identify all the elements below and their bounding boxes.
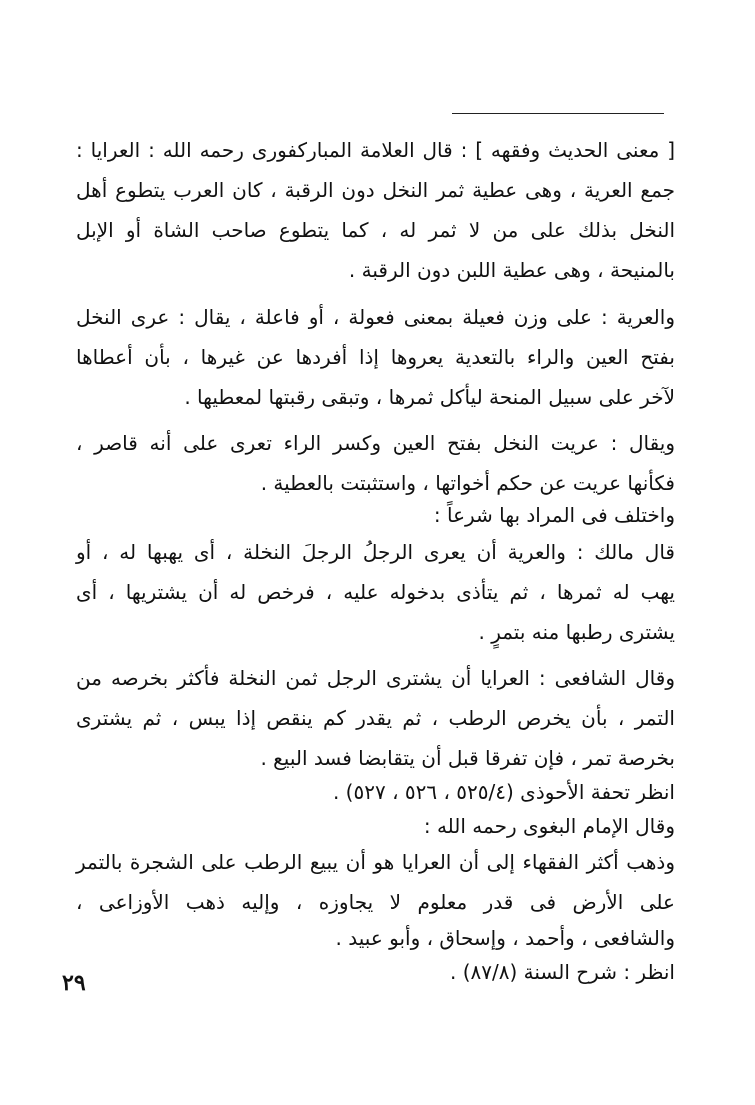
text-line: بخرصة تمر ، فإن تفرقا قبل أن يتقابضا فسد البيع .: [260, 746, 675, 770]
text-line: فكأنها عريت عن حكم أخواتها ، واستثبتت بالعطية .: [260, 471, 675, 495]
text-line: النخل بذلك على من لا ثمر له ، كما يتطوع صاحب الشاة أو الإبل: [76, 218, 675, 242]
header-rule: [452, 113, 664, 114]
text-line: جمع العرية ، وهى عطية ثمر النخل دون الرقبة ، كان العرب يتطوع أهل: [76, 178, 675, 202]
text-line: واختلف فى المراد بها شرعاً :: [433, 503, 675, 527]
page-number: ٢٩: [62, 970, 86, 996]
text-line: بفتح العين والراء بالتعدية يعروها إذا أفردها عن غيرها ، بأن أعطاها: [76, 345, 675, 369]
text-line: التمر ، بأن يخرص الرطب ، ثم يقدر كم ينقص إذا يبس ، ثم يشترى: [76, 706, 675, 730]
citation-line: انظر تحفة الأحوذى (٥٢٥/٤ ، ٥٢٦ ، ٥٢٧) .: [332, 780, 675, 804]
text-line: يشترى رطبها منه بتمرٍ .: [478, 620, 675, 644]
text-line: قال مالك : والعرية أن يعرى الرجلُ الرجلَ النخلة ، أى يهبها له ، أو: [76, 540, 675, 564]
text-line: والعرية : على وزن فعيلة بمعنى فعولة ، أو فاعلة ، يقال : عرى النخل: [76, 305, 675, 329]
text-line: وقال الشافعى : العرايا أن يشترى الرجل ثمن النخلة فأكثر بخرصه من: [76, 666, 675, 690]
citation-line: انظر : شرح السنة (٨٧/٨) .: [450, 960, 675, 984]
text-line: لآخر على سبيل المنحة ليأكل ثمرها ، وتبقى رقبتها لمعطيها .: [184, 385, 675, 409]
text-line: بالمنيحة ، وهى عطية اللبن دون الرقبة .: [348, 258, 675, 282]
text-line: على الأرض فى قدر معلوم لا يجاوزه ، وإليه ذهب الأوزاعى ،: [76, 890, 675, 914]
text-line: وذهب أكثر الفقهاء إلى أن العرايا هو أن يبيع الرطب على الشجرة بالتمر: [76, 850, 675, 874]
text-line: والشافعى ، وأحمد ، وإسحاق ، وأبو عبيد .: [335, 926, 675, 950]
text-line: ويقال : عريت النخل بفتح العين وكسر الراء تعرى على أنه قاصر ،: [76, 431, 675, 455]
text-line: وقال الإمام البغوى رحمه الله :: [423, 814, 675, 838]
text-line: يهب له ثمرها ، ثم يتأذى بدخوله عليه ، فرخص له أن يشتريها ، أى: [76, 580, 675, 604]
text-line: [ معنى الحديث وفقهه ] : قال العلامة المباركفورى رحمه الله : العرايا :: [76, 138, 675, 162]
